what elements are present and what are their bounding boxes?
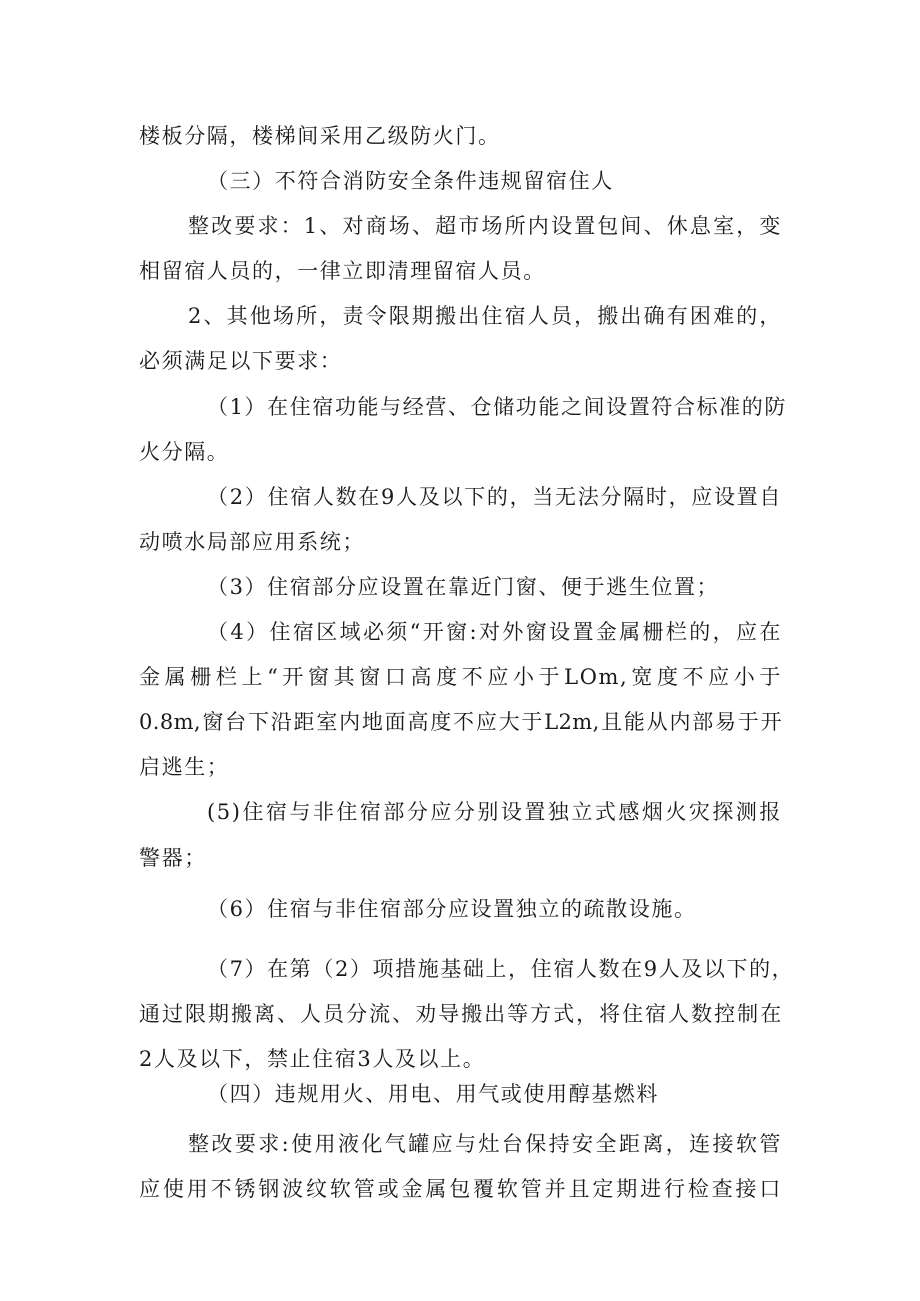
text-line: 应使用不锈钢波纹软管或金属包覆软管并且定期进行检查接口 [139, 1177, 782, 1201]
text-line: 2、其他场所，责令限期搬出住宿人员，搬出确有困难的， [188, 304, 782, 328]
text-line: （4）住宿区域必须“开窗:对外窗设置金属栅栏的，应在 [207, 620, 782, 644]
text-line: （7）在第（2）项措施基础上，住宿人数在9人及以下的， [207, 957, 795, 981]
text-line: 动喷水局部应用系统； [139, 530, 365, 554]
text-line: （3）住宿部分应设置在靠近门窗、便于逃生位置； [207, 575, 720, 599]
text-line: 火分隔。 [139, 440, 230, 464]
text-line: 楼板分隔，楼梯间采用乙级防火门。 [139, 124, 501, 148]
text-line: （1）在住宿功能与经营、仓储功能之间设置符合标准的防 [207, 395, 787, 419]
text-line: 必须满足以下要求： [139, 349, 343, 373]
text-line: 整改要求：1、对商场、超市场所内设置包间、休息室，变 [188, 214, 782, 238]
text-line: （2）住宿人数在9人及以下的，当无法分隔时，应设置自 [207, 485, 782, 509]
text-line: （6）住宿与非住宿部分应设置独立的疏散设施。 [207, 897, 697, 921]
text-line: 0.8m,窗台下沿距室内地面高度不应大于L2m,且能从内部易于开 [139, 710, 782, 734]
text-line: (5)住宿与非住宿部分应分别设置独立式感烟火灾探测报 [207, 800, 782, 824]
text-line: 启逃生； [139, 755, 230, 779]
text-line: 金属栅栏上“开窗其窗口高度不应小于LOm,宽度不应小于 [139, 665, 782, 689]
text-line: 通过限期搬离、人员分流、劝导搬出等方式，将住宿人数控制在 [139, 1002, 782, 1026]
text-line: 2人及以下，禁止住宿3人及以上。 [139, 1047, 486, 1071]
text-line: 警器； [139, 846, 207, 870]
section-heading: （四）违规用火、用电、用气或使用醇基燃料 [207, 1082, 659, 1106]
text-line: 整改要求:使用液化气罐应与灶台保持安全距离，连接软管 [188, 1132, 782, 1156]
text-line: 相留宿人员的，一律立即清理留宿人员。 [139, 259, 546, 283]
section-heading: （三）不符合消防安全条件违规留宿住人 [207, 169, 614, 193]
